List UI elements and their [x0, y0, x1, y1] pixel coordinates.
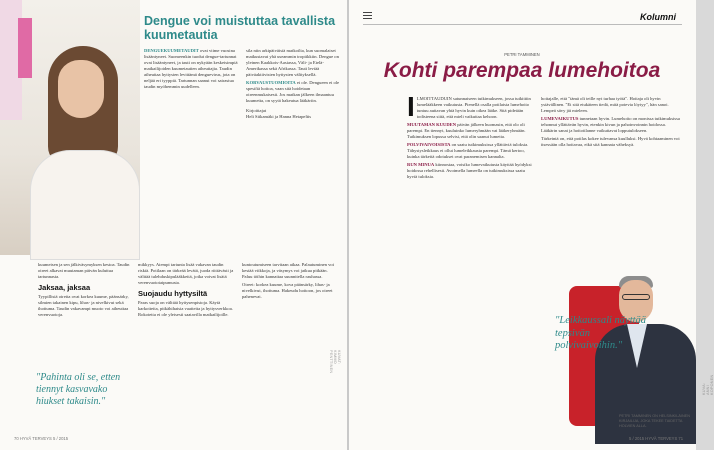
pull-quote-left: "Pahinta oli se, etten tiennyt kasvavako hiukset takaisin." [36, 372, 121, 407]
col-a-text-3: on saatu tutkimuksissa yllättäviä tuloksia. Tähystysleikkaus ei ollut lumeleikkausta parempi. Tämä kertoo, kuinka tärkeitä odotukset ovat paranemisen kannalta. [407, 142, 529, 159]
body-column-a [38, 262, 130, 320]
col-b-text-2: tunnetaan hyvin. Lumehoito on monissa tutkimuksissa tehonnut yllättävän hyvin, etenkin kivun ja pahoinvoinnin hoidossa. Lääkärin sanat ja hoitotilanne vaikuttavat lopputulokseen. [541, 116, 680, 133]
keyword-muutaman: MUUTAMAN KUUDEN [407, 122, 457, 127]
menu-icon [363, 12, 372, 21]
intro-text: LMOITTAUDUIN satunnaiseen tutkimukseen, jossa tutkittiin lumelääkkeen vaikutusta. Pienellä osalla potilaista lumehoito tuntuu auttavan yhtä hyvin kuin oikea lääke. Sitä pidetään todisteena siitä, että mieli vaikuttaa kehoon. [416, 96, 531, 119]
col-c-text: kuntoutumiseen tarvitaan aikaa. Palautuminen voi kestää viikkoja, ja väsymys voi jatkua pitkään. Paluu töihin kannattaa suunnitella rauhassa. [242, 262, 334, 279]
right-page [349, 0, 714, 450]
sidebar-text: sila niin arkipäiväisiä matkoilta, kun suomalaiset matkustavat yhä useammin tropiikkiin. Dengue on yleinen Kaakkois-Aasiassa, Väli- ja Etelä-Amerikassa sekä Afrikassa. Tauti leviää päiväaktiivisten hyttysten välityksellä. [246, 48, 339, 77]
drop-cap: I [407, 91, 415, 122]
body-column-b [138, 262, 234, 320]
article-column-a [407, 91, 535, 182]
keyword-polvivaivoisista: POLVIVAIVOISISTA [407, 142, 451, 147]
col-a-text-2: Tyypillisiä oireita ovat korkea kuume, päänsärky, silmien takainen kipu, lihas- ja nivelkivut sekä ihottuma. Taudin vakavampi muoto voi aiheuttaa verenvuotoja. [38, 294, 129, 317]
col-c-text-2: Oireet: korkea kuume, kova päänsärky, lihas- ja nivelkivut, ihottuma. Hakeudu hoitoon, jos oireet pahenevat. [242, 282, 333, 299]
keyword-lumevaikutus: LUMEVAIKUTUS [541, 116, 579, 121]
sidebar-text-2: ei ole. Dengueen ei ole spesifiä hoitoa, vaan sitä hoidetaan oireenmukaisesti. Jos matkan jälkeen ilmaantuu kuumetta, on syytä hakeutua lääkäriin. [246, 80, 340, 103]
photo-credit-right: KUVA: ANNI KOPONEN [702, 374, 714, 395]
body-column-c [242, 262, 338, 302]
col-a-text-2: päivän jälkeen huomasin, että olo oli parempi. En tiennyt, kuuluinko lumeryhmään vai lääkeryhmään. Tutkimuksen lopussa selvisi, että olin saanut lumetta. [407, 122, 526, 139]
top-rule [363, 24, 682, 25]
subhead-suojaudu: Suojaudu hyttysiltä [138, 289, 208, 298]
keyword-run-minua: RUN MINUA [407, 162, 435, 167]
column-label: Kolumni [640, 12, 676, 22]
subhead-jaksaa: Jaksaa, jaksaa [38, 283, 91, 292]
woman-photo [0, 0, 140, 255]
sidebar-keyword: KORVAUSTUOMIOITA [246, 80, 296, 85]
byline: PETRI TAMMINEN [504, 52, 540, 57]
col-a-text-4: kiinnostaa, voisiko lumevaikutusta käyttää hyödyksi hoidossa rehellisesti. Avoimella lumeella on tutkimuksissa saatu hyviä tuloksia. [407, 162, 532, 179]
article-headline: Kohti parempaa lumehoitoa [383, 59, 661, 82]
left-page [0, 0, 347, 450]
article-column-b [541, 96, 681, 150]
col-b-text: hoitajalle, että "tämä oli teille nyt turhaa työtä". Hoitaja oli hyvin ystävällinen. "Ei sitä etukäteen tiedä, mitä potevia löytyy", hän sanoi. Lempeä sävy jäi mieleen. [541, 96, 669, 113]
lead-paragraph [144, 48, 240, 90]
photo-credit-left: KUVAT: KIMMO PENTTINEN [329, 350, 341, 374]
source-label: Kirjoittajat [246, 108, 267, 113]
page-footer-right: 5 / 2015 HYVÄ TERVEYS 71 [629, 436, 684, 441]
col-b-text-3: Tärkeintä on, että potilas kokee tulevansa kuulluksi. Hyvä kohtaaminen voi itsessään olla hoitavaa, eikä sitä kannata väheksyä. [541, 136, 680, 147]
source-names: Heli Siikamäki ja Hanna Hetapeltis [246, 114, 312, 119]
lead-text: ovat viime vuosina lisääntyneet. Suomeenkin tuodut dengue-tartunnat ovat lisääntyneet, ja tauti on nykyään keskeisimpiä matkailijoiden kuumetautien aiheuttajia. Taudin aiheuttaa hyttysten levittämä denguevirus, jota on neljää eri tyyppiä. Tartunnan saanut voi sairastua taudin myöhemmin uudelleen. [144, 48, 238, 89]
portrait-caption: PETRI TAMMINEN ON HELSINKILÄINEN KIRJAILIJA, JOKA TEKEE TAIDETTA HOLVIEN ALLA. [619, 414, 690, 428]
sidebar-column [246, 48, 342, 120]
col-b-text-2: Paras suoja on välttää hyttysenpistoja. Käytä karkotteita, pitkähihaisia vaatteita ja hyttysverkkoa. Rokotetta ei ole yleisesti saatavilla matkailijoille. [138, 300, 233, 317]
section-title: Dengue voi muistuttaa tavallista kuumetautia [144, 14, 336, 42]
page-footer-left: 70 HYVÄ TERVEYS 5 / 2015 [14, 436, 69, 441]
lead-keyword: DENGUEKUUMETAUDIT [144, 48, 199, 53]
col-a-text: kuumeisen ja sen jälkiväsymyksen kestoa. Taudin oireet alkavat muutaman päivän kuluttua tartunnasta. [38, 262, 130, 279]
col-b-text: mikkyys. Aiempi tartunta lisää vakavan taudin riskiä. Potilaan on tärkeää levätä, juoda riittävästi ja välttää tulehduskipulääkkeitä, jotka voivat lisätä verenvuototaipumusta. [138, 262, 234, 285]
pull-quote-right: "Leikkaussali näyttää tepsivän polvivaivoihin." [555, 315, 647, 351]
